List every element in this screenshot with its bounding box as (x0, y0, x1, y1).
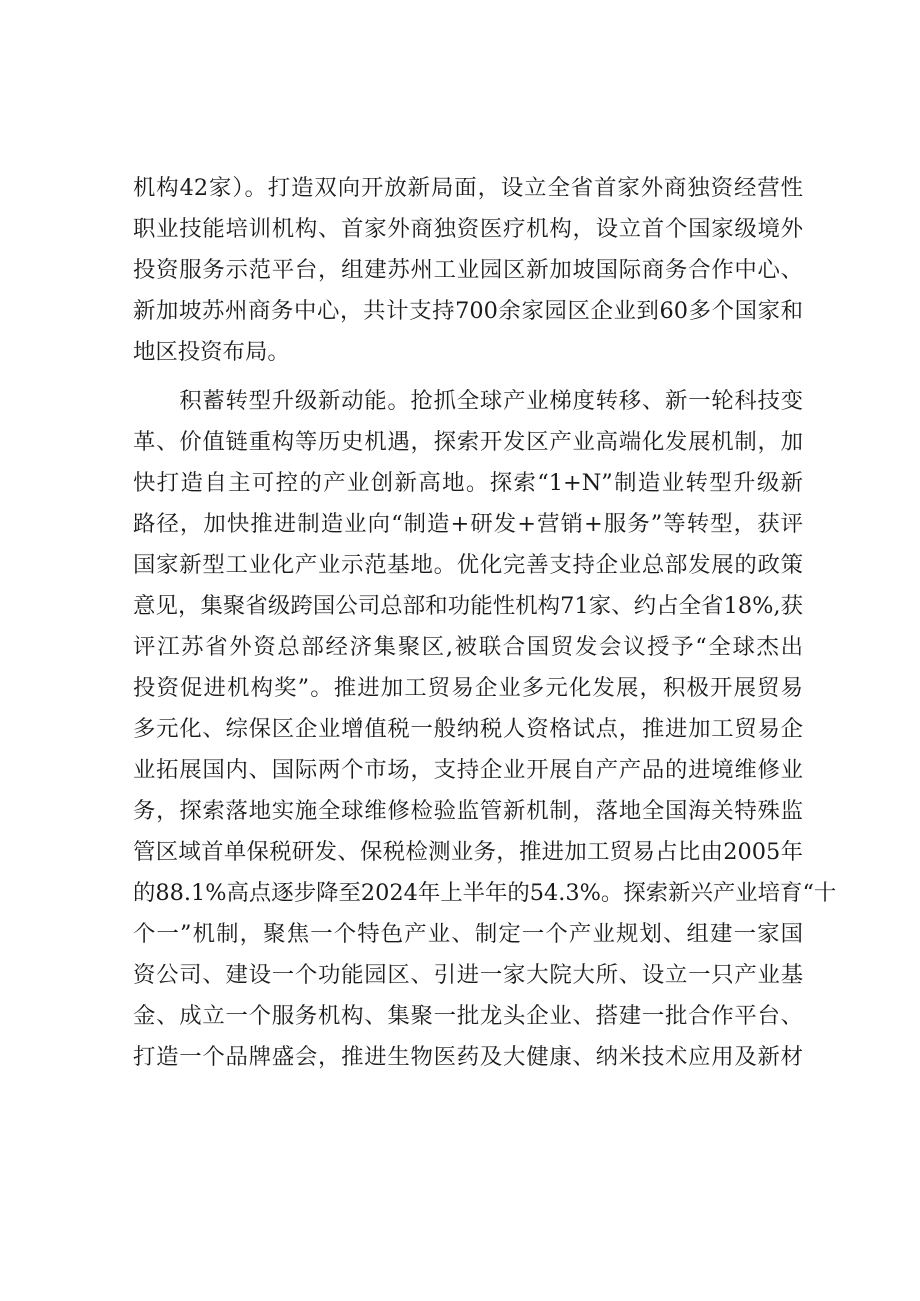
text-line: 打造一个品牌盛会，推进生物医药及大健康、纳米技术应用及新材 (133, 1044, 803, 1070)
text-line: 意见，集聚省级跨国公司总部和功能性机构71家、约占全省18%,获 (133, 593, 803, 619)
body-text (133, 168, 837, 1078)
text-line: 路径，加快推进制造业向“制造+研发+营销+服务”等转型，获评 (133, 511, 803, 537)
text-line: 积蓄转型升级新动能。抢抓全球产业梯度转移、新一轮科技变 (133, 388, 803, 414)
text-line: 管区域首单保税研发、保税检测业务，推进加工贸易占比由2005年 (133, 839, 803, 865)
text-line: 务，探索落地实施全球维修检验监管新机制，落地全国海关特殊监 (133, 798, 803, 824)
text-line: 地区投资布局。 (133, 339, 290, 365)
text-line: 革、价值链重构等历史机遇，探索开发区产业高端化发展机制，加 (133, 429, 803, 455)
paragraph-transformation (133, 381, 837, 1078)
text-line: 机构42家）。打造双向开放新局面，设立全省首家外商独资经营性 (133, 175, 803, 201)
text-line: 评江苏省外资总部经济集聚区,被联合国贸发会议授予“全球杰出 (133, 634, 803, 660)
text-line: 资公司、建设一个功能园区、引进一家大院大所、设立一只产业基 (133, 962, 803, 988)
text-line: 快打造自主可控的产业创新高地。探索“1+N”制造业转型升级新 (133, 470, 803, 496)
paragraph-opening-policy (133, 168, 803, 373)
text-line: 业拓展国内、国际两个市场，支持企业开展自产产品的进境维修业 (133, 757, 803, 783)
text-line: 投资促进机构奖”。推进加工贸易企业多元化发展，积极开展贸易 (133, 675, 803, 701)
text-line: 的88.1%高点逐步降至2024年上半年的54.3%。探索新兴产业培育“十 (133, 880, 837, 906)
text-line: 国家新型工业化产业示范基地。优化完善支持企业总部发展的政策 (133, 552, 803, 578)
text-line: 金、成立一个服务机构、集聚一批龙头企业、搭建一批合作平台、 (133, 1003, 803, 1029)
text-line: 新加坡苏州商务中心，共计支持700余家园区企业到60多个国家和 (133, 298, 803, 324)
text-line: 投资服务示范平台，组建苏州工业园区新加坡国际商务合作中心、 (133, 257, 803, 283)
text-line: 多元化、综保区企业增值税一般纳税人资格试点，推进加工贸易企 (133, 716, 803, 742)
text-line: 职业技能培训机构、首家外商独资医疗机构，设立首个国家级境外 (133, 216, 803, 242)
text-line: 个一”机制，聚焦一个特色产业、制定一个产业规划、组建一家国 (133, 921, 803, 947)
paragraph-gap (133, 373, 803, 381)
